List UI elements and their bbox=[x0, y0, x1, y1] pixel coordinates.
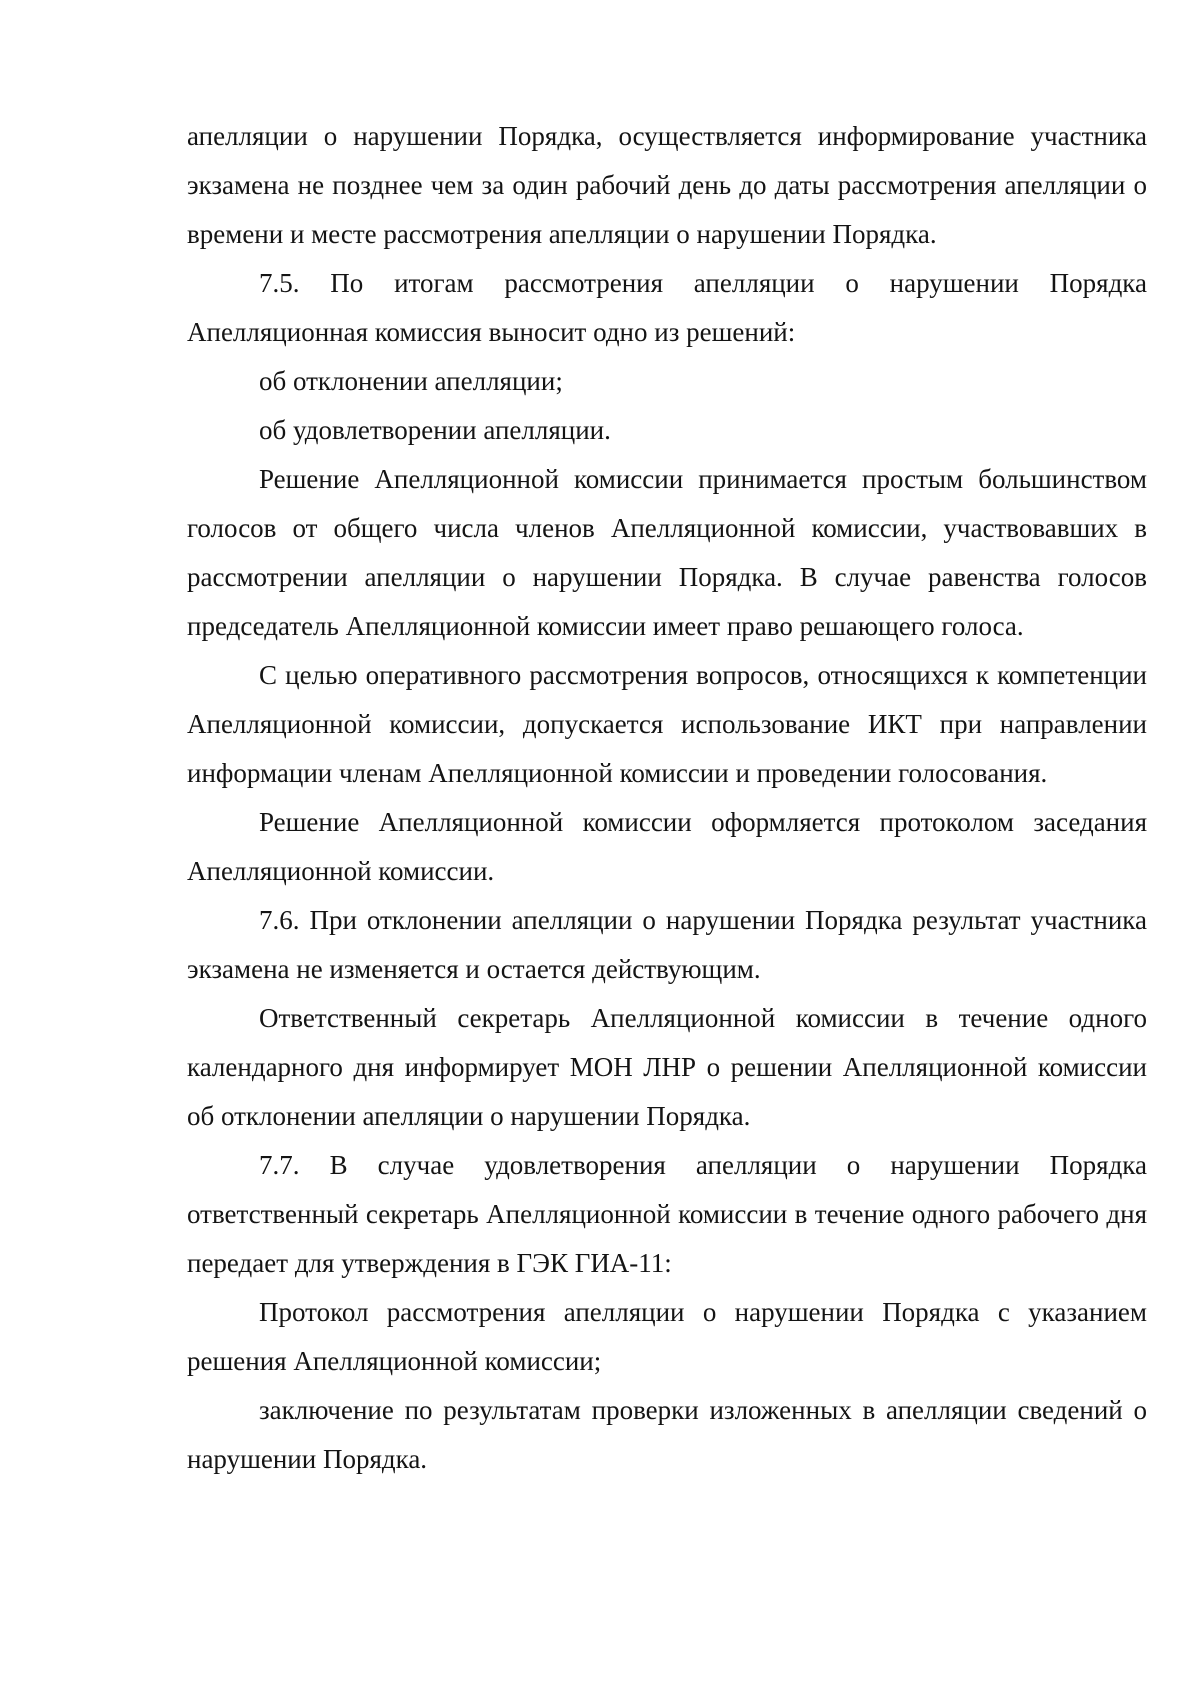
paragraph-7-6: 7.6. При отклонении апелляции о нарушении Порядка результат участника экзамена не изменяется и остается действующим. bbox=[187, 905, 1147, 984]
paragraph-secretary-inform: Ответственный секретарь Апелляционной комиссии в течение одного календарного дня информирует МОН ЛНР о решении Апелляционной комиссии об отклонении апелляции о нарушении Порядка. bbox=[187, 1003, 1147, 1131]
list-item-conclusion: заключение по результатам проверки изложенных в апелляции сведений о нарушении Порядка. bbox=[187, 1395, 1147, 1474]
paragraph-7-7: 7.7. В случае удовлетворения апелляции о нарушении Порядка ответственный секретарь Апелляционной комиссии в течение одного рабочего дня передает для утверждения в ГЭК ГИА-11: bbox=[187, 1150, 1147, 1278]
list-item-protocol: Протокол рассмотрения апелляции о нарушении Порядка с указанием решения Апелляционной комиссии; bbox=[187, 1297, 1147, 1376]
paragraph-protocol: Решение Апелляционной комиссии оформляется протоколом заседания Апелляционной комиссии. bbox=[187, 807, 1147, 886]
paragraph-voting-rule: Решение Апелляционной комиссии принимается простым большинством голосов от общего числа членов Апелляционной комиссии, участвовавших в рассмотрении апелляции о нарушении Порядка. В случае равенства голосов председатель Апелляционной комиссии имеет право решающего голоса. bbox=[187, 464, 1147, 641]
paragraph-ikt-usage: С целью оперативного рассмотрения вопросов, относящихся к компетенции Апелляционной комиссии, допускается использование ИКТ при направлении информации членам Апелляционной комиссии и проведении голосования. bbox=[187, 660, 1147, 788]
decision-option-reject: об отклонении апелляции; bbox=[259, 366, 563, 396]
paragraph-appeal-notification: апелляции о нарушении Порядка, осуществляется информирование участника экзамена не позднее чем за один рабочий день до даты рассмотрения апелляции о времени и месте рассмотрения апелляции о нарушении Порядка. bbox=[187, 121, 1147, 249]
paragraph-7-5: 7.5. По итогам рассмотрения апелляции о нарушении Порядка Апелляционная комиссия выносит одно из решений: bbox=[187, 268, 1147, 347]
document-page bbox=[187, 112, 1147, 1484]
decision-option-satisfy: об удовлетворении апелляции. bbox=[259, 415, 611, 445]
